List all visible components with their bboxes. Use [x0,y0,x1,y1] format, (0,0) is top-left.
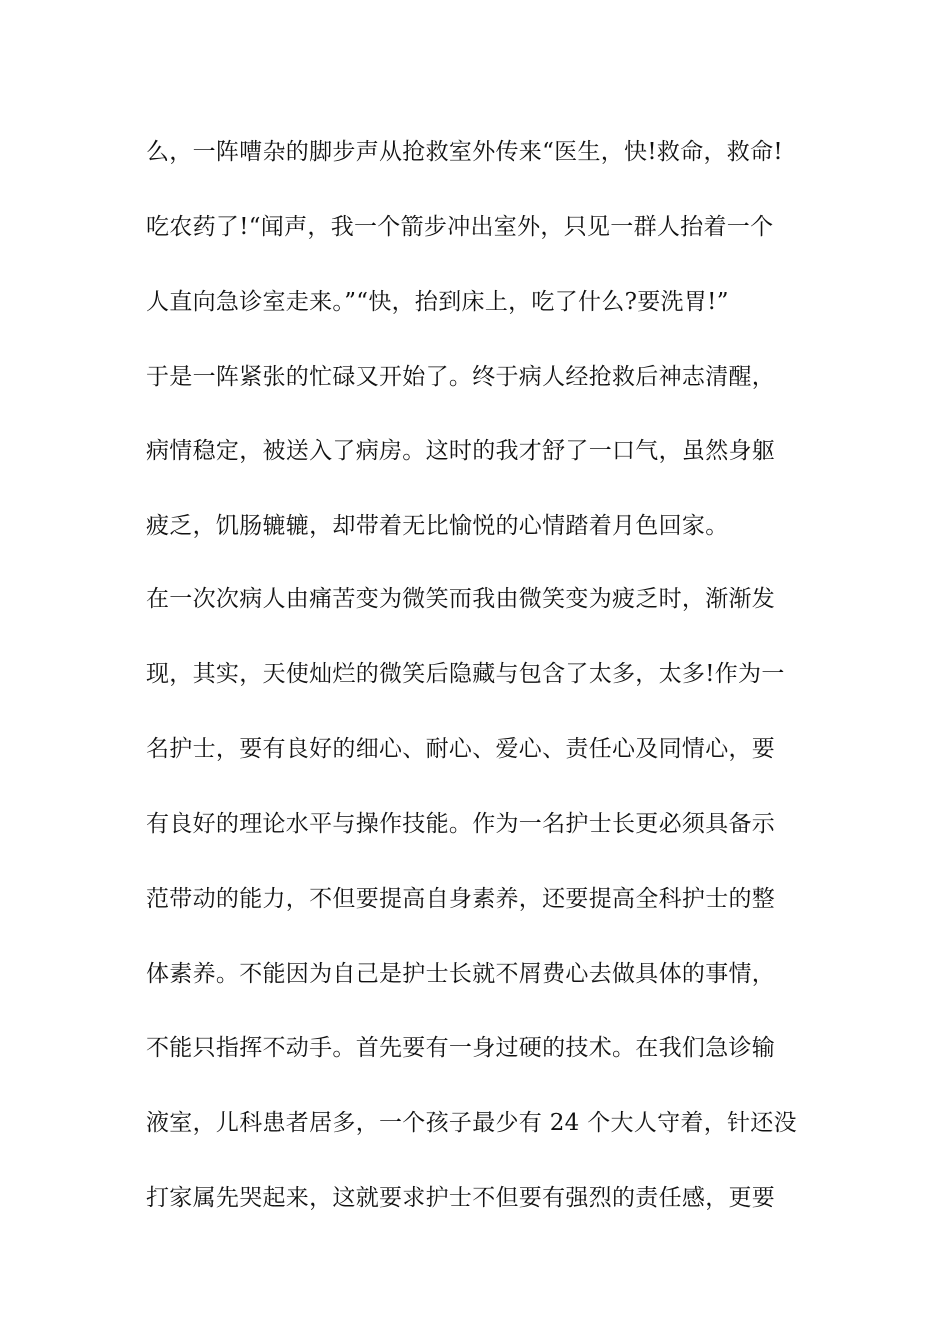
text-line: 范带动的能力，不但要提高自身素养，还要提高全科护士的整 [146,886,776,912]
text-line: 打家属先哭起来，这就要求护士不但要有强烈的责任感，更要 [146,1185,776,1211]
text-line: 于是一阵紧张的忙碌又开始了。终于病人经抢救后神志清醒， [146,364,776,390]
text-line: 体素养。不能因为自己是护士长就不屑费心去做具体的事情， [146,961,776,987]
text-line: 在一次次病人由痛苦变为微笑而我由微笑变为疲乏时，渐渐发 [146,586,776,612]
text-line: 有良好的理论水平与操作技能。作为一名护士长更必须具备示 [146,811,776,837]
text-line: 名护士，要有良好的细心、耐心、爱心、责任心及同情心，要 [146,736,776,762]
text-line: 疲乏，饥肠辘辘，却带着无比愉悦的心情踏着月色回家。 [146,513,729,539]
text-line: 不能只指挥不动手。首先要有一身过硬的技术。在我们急诊输 [146,1035,776,1061]
text-line: 人直向急诊室走来。”“快，抬到床上，吃了什么?要洗胃!” [146,289,729,315]
text-line: 么，一阵嘈杂的脚步声从抢救室外传来“医生，快!救命，救命! [146,139,783,165]
text-line: 病情稳定，被送入了病房。这时的我才舒了一口气，虽然身躯 [146,438,776,464]
text-line: 吃农药了!“闻声，我一个箭步冲出室外，只见一群人抬着一个 [146,214,774,240]
text-line: 液室，儿科患者居多，一个孩子最少有 24 个大人守着，针还没 [146,1110,797,1136]
text-line: 现，其实，天使灿烂的微笑后隐藏与包含了太多，太多!作为一 [146,661,785,687]
